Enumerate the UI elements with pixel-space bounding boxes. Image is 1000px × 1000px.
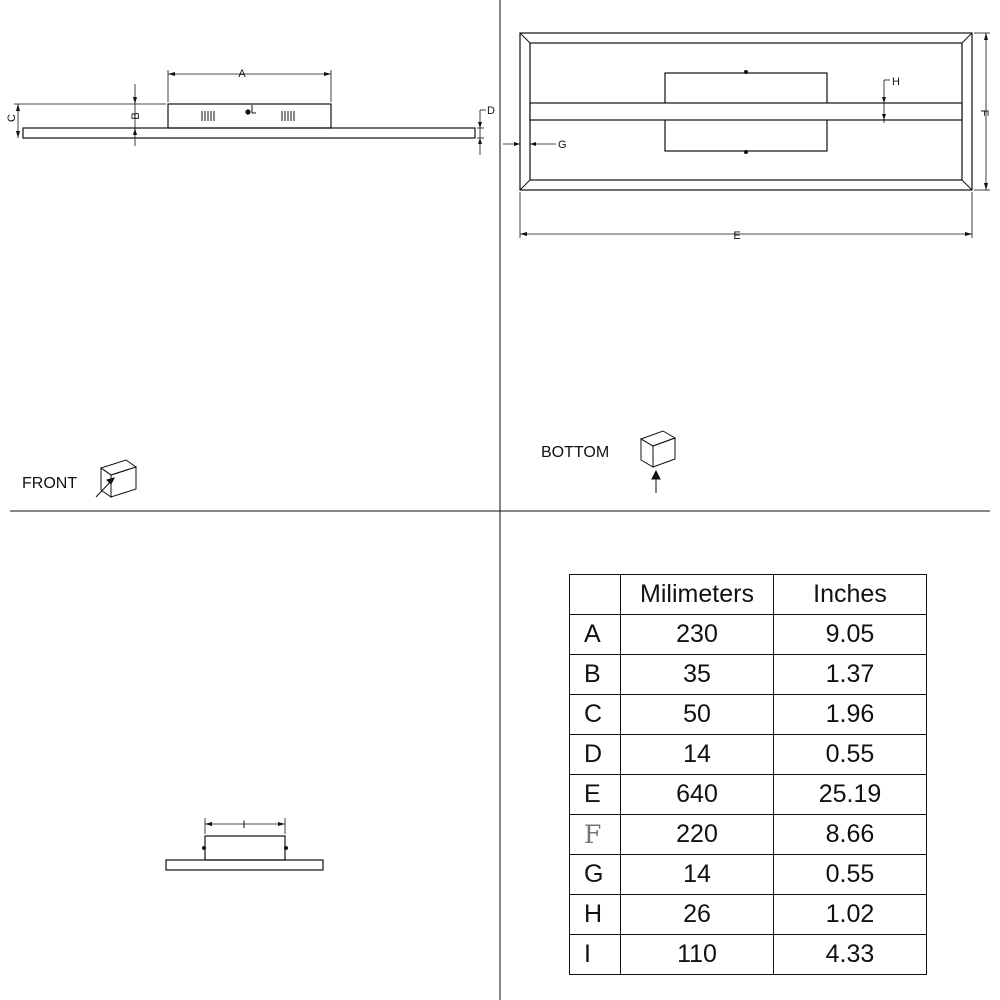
bottom-view <box>503 33 990 493</box>
dimension-i-label: I <box>242 819 246 831</box>
table-row <box>570 735 927 775</box>
dimension-b <box>130 84 166 146</box>
dimension-f <box>974 33 990 190</box>
table-row <box>570 695 927 735</box>
row-mm: 26 <box>621 895 774 935</box>
side-driver-box <box>205 836 285 860</box>
row-mm: 220 <box>621 815 774 855</box>
row-mm: 110 <box>621 935 774 975</box>
row-inches: 0.55 <box>774 855 927 895</box>
dimensions-table <box>569 574 927 975</box>
row-label: A <box>570 615 621 655</box>
dimension-g-label: G <box>558 139 567 151</box>
front-panel-body <box>23 128 475 138</box>
table-row <box>570 775 927 815</box>
row-label: F <box>570 815 621 855</box>
table-header-row <box>570 575 927 615</box>
dimension-h-label: H <box>892 76 900 88</box>
dimension-e-label: E <box>733 230 741 242</box>
dimension-g <box>503 139 567 151</box>
row-label: D <box>570 735 621 775</box>
row-label: I <box>570 935 621 975</box>
row-label: G <box>570 855 621 895</box>
row-inches: 8.66 <box>774 815 927 855</box>
dimension-d <box>477 105 495 155</box>
row-mm: 14 <box>621 735 774 775</box>
table-row <box>570 615 927 655</box>
row-label: B <box>570 655 621 695</box>
dimension-c-label: C <box>6 114 18 122</box>
front-cable-clip <box>245 105 256 115</box>
front-driver-box <box>168 104 331 128</box>
front-view-cube-icon <box>96 460 136 497</box>
dimension-c <box>6 104 135 138</box>
front-view <box>6 68 495 497</box>
bottom-view-label: BOTTOM <box>541 444 610 461</box>
dimension-f-label: F <box>978 109 990 117</box>
row-inches: 1.02 <box>774 895 927 935</box>
dimension-i <box>205 818 285 834</box>
row-mm: 230 <box>621 615 774 655</box>
row-inches: 0.55 <box>774 735 927 775</box>
row-mm: 640 <box>621 775 774 815</box>
table-row <box>570 895 927 935</box>
front-view-label: FRONT <box>22 475 78 492</box>
table-header-millimeters: Milimeters <box>621 575 774 615</box>
bottom-view-cube-icon <box>641 431 675 493</box>
row-inches: 9.05 <box>774 615 927 655</box>
row-inches: 1.37 <box>774 655 927 695</box>
dimension-a-label: A <box>238 68 246 80</box>
row-inches: 1.96 <box>774 695 927 735</box>
row-mm: 14 <box>621 855 774 895</box>
bottom-center-bar <box>530 103 962 120</box>
dimension-b-label: B <box>130 112 142 120</box>
row-label: H <box>570 895 621 935</box>
side-panel-body <box>166 860 323 870</box>
side-view <box>166 818 323 870</box>
table-row <box>570 815 927 855</box>
row-inches: 25.19 <box>774 775 927 815</box>
table-header-corner <box>570 575 621 615</box>
row-inches: 4.33 <box>774 935 927 975</box>
table-row <box>570 935 927 975</box>
row-mm: 35 <box>621 655 774 695</box>
dimension-e <box>520 192 972 242</box>
row-label: E <box>570 775 621 815</box>
row-mm: 50 <box>621 695 774 735</box>
table-row <box>570 855 927 895</box>
table-header-inches: Inches <box>774 575 927 615</box>
dimension-d-label: D <box>487 105 495 117</box>
row-label: C <box>570 695 621 735</box>
dimension-a <box>168 68 331 102</box>
front-vent-right <box>282 111 294 121</box>
table-row <box>570 655 927 695</box>
front-vent-left <box>202 111 214 121</box>
